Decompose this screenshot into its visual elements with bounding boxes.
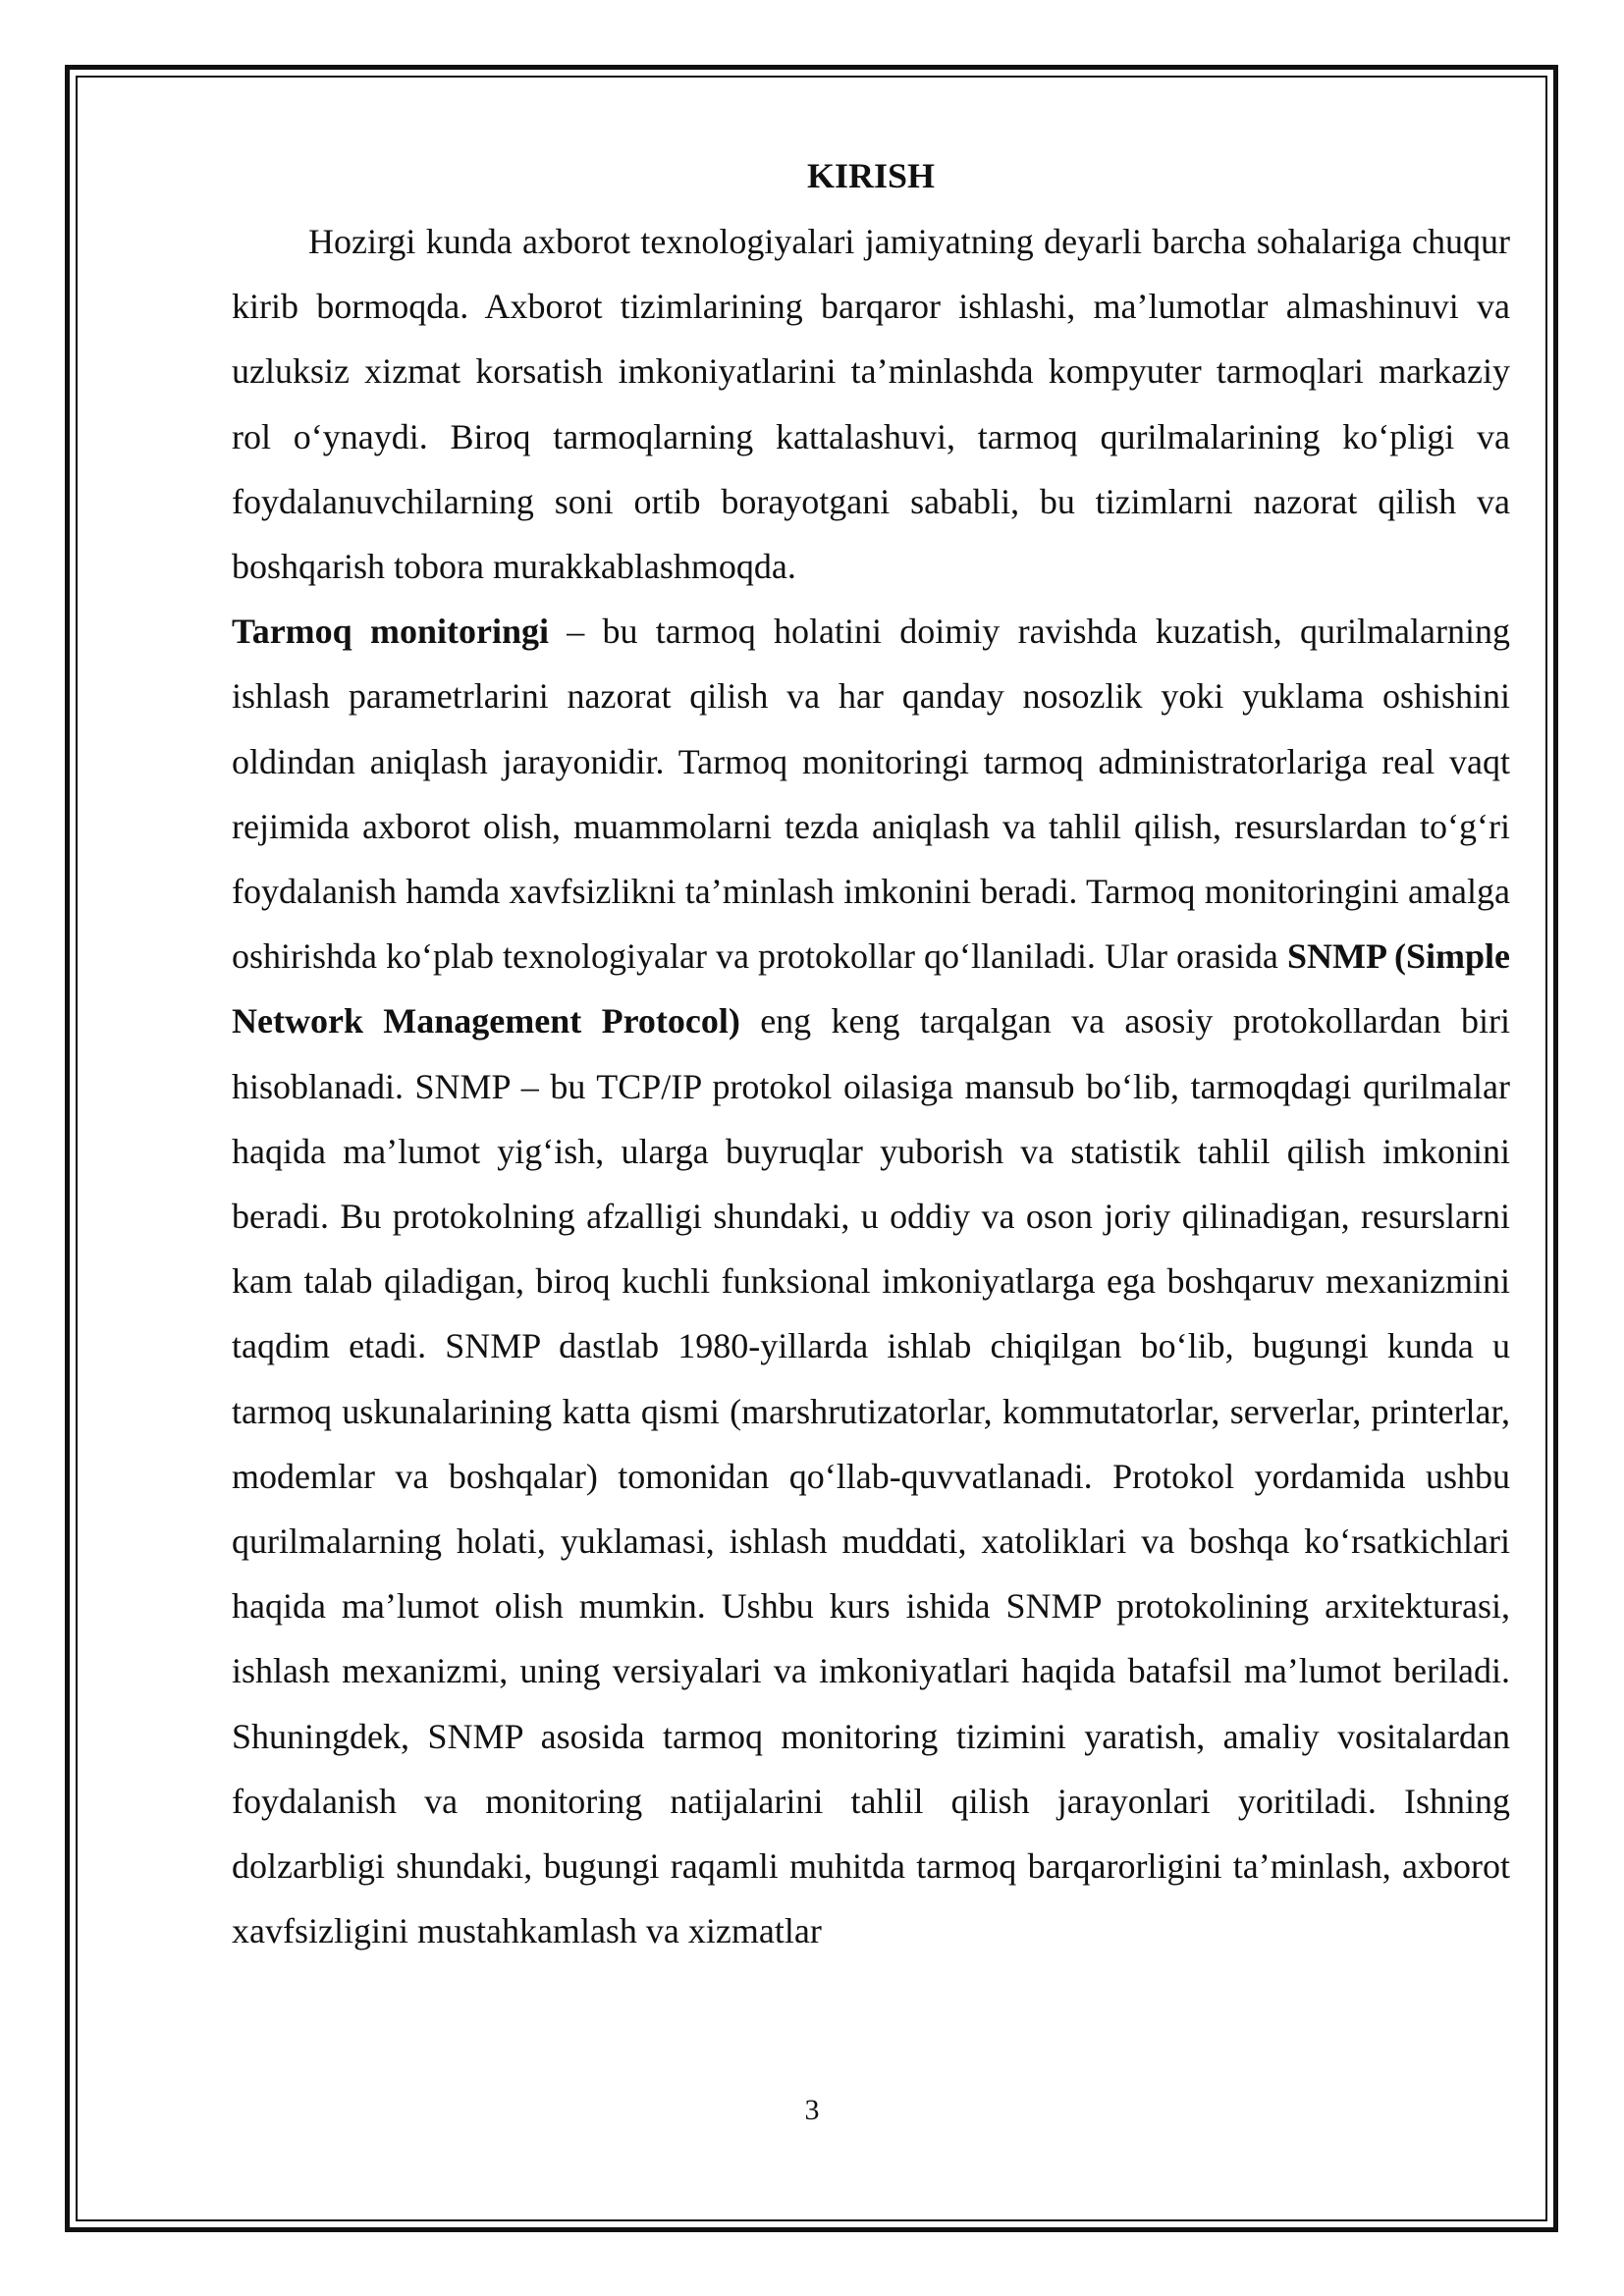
section-heading: KIRISH (806, 156, 936, 195)
page-content (232, 152, 1510, 1963)
paragraph-text-3: eng keng tarqalgan va asosiy protokollardan biri hisoblanadi. SNMP – bu TCP/IP protokol oilasiga mansub bo‘lib, tarmoqdagi qurilmalar haqida ma’lumot yig‘ish, ularga buyruqlar yuborish va statistik tahlil qilish imkonini beradi. Bu protokolning afzalligi shundaki, u oddiy va oson joriy qilinadigan, resurslarni kam talab qiladigan, biroq kuchli funksional imkoniyatlarga ega boshqaruv mexanizmini taqdim etadi. SNMP dastlab 1980-yillarda ishlab chiqilgan bo‘lib, bugungi kunda u tarmoq uskunalarining katta qismi (marshrutizatorlar, kommutatorlar, serverlar, printerlar, modemlar va boshqalar) tomonidan qo‘llab-quvvatlanadi. Protokol yordamida ushbu qurilmalarning holati, yuklamasi, ishlash muddati, xatoliklari va boshqa ko‘rsatkichlari haqida ma’lumot olish mumkin. Ushbu kurs ishida SNMP protokolining arxitekturasi, ishlash mexanizmi, uning versiyalari va imkoniyatlari haqida batafsil ma’lumot beriladi. Shuningdek, SNMP asosida tarmoq monitoring tizimini yaratish, amaliy vositalardan foydalanish va monitoring natijalarini tahlil qilish jarayonlari yoritiladi. Ishning dolzarbligi shundaki, bugungi raqamli muhitda tarmoq barqarorligini ta’minlash, axborot xavfsizligini mustahkamlash va xizmatlar (232, 1001, 1511, 1951)
paragraph-text-2: – bu tarmoq holatini doimiy ravishda kuzatish, qurilmalarning ishlash parametrlarini nazorat qilish va har qanday nosozlik yoki yuklama oshishini oldindan aniqlash jarayonidir. Tarmoq monitoringi tarmoq administratorlariga real vaqt rejimida axborot olish, muammolarni tezda aniqlash va tahlil qilish, resurslardan to‘g‘ri foydalanish hamda xavfsizlikni ta’minlash imkonini beradi. Tarmoq monitoringini amalga oshirishda ko‘plab texnologiyalar va protokollar qo‘llaniladi. Ular orasida (232, 612, 1510, 977)
bold-term-snmp: SNMP (Simple Network Management Protocol) (232, 936, 1510, 1041)
intro-paragraph (232, 209, 1510, 1963)
paragraph-text-1: Hozirgi kunda axborot texnologiyalari jamiyatning deyarli barcha sohalariga chuqur kirib bormoqda. Axborot tizimlarining barqaror ishlashi, ma’lumotlar almashinuvi va uzluksiz xizmat korsatish imkoniyatlarini ta’minlashda kompyuter tarmoqlari markaziy rol o‘ynaydi. Biroq tarmoqlarning kattalashuvi, tarmoq qurilmalarining ko‘pligi va foydalanuvchilarning soni ortib borayotgani sababli, bu tizimlarni nazorat qilish va boshqarish tobora murakkablashmoqda. (232, 222, 1510, 587)
bold-term-network-monitoring: Tarmoq monitoringi (232, 612, 549, 652)
page-number: 3 (804, 2094, 820, 2126)
